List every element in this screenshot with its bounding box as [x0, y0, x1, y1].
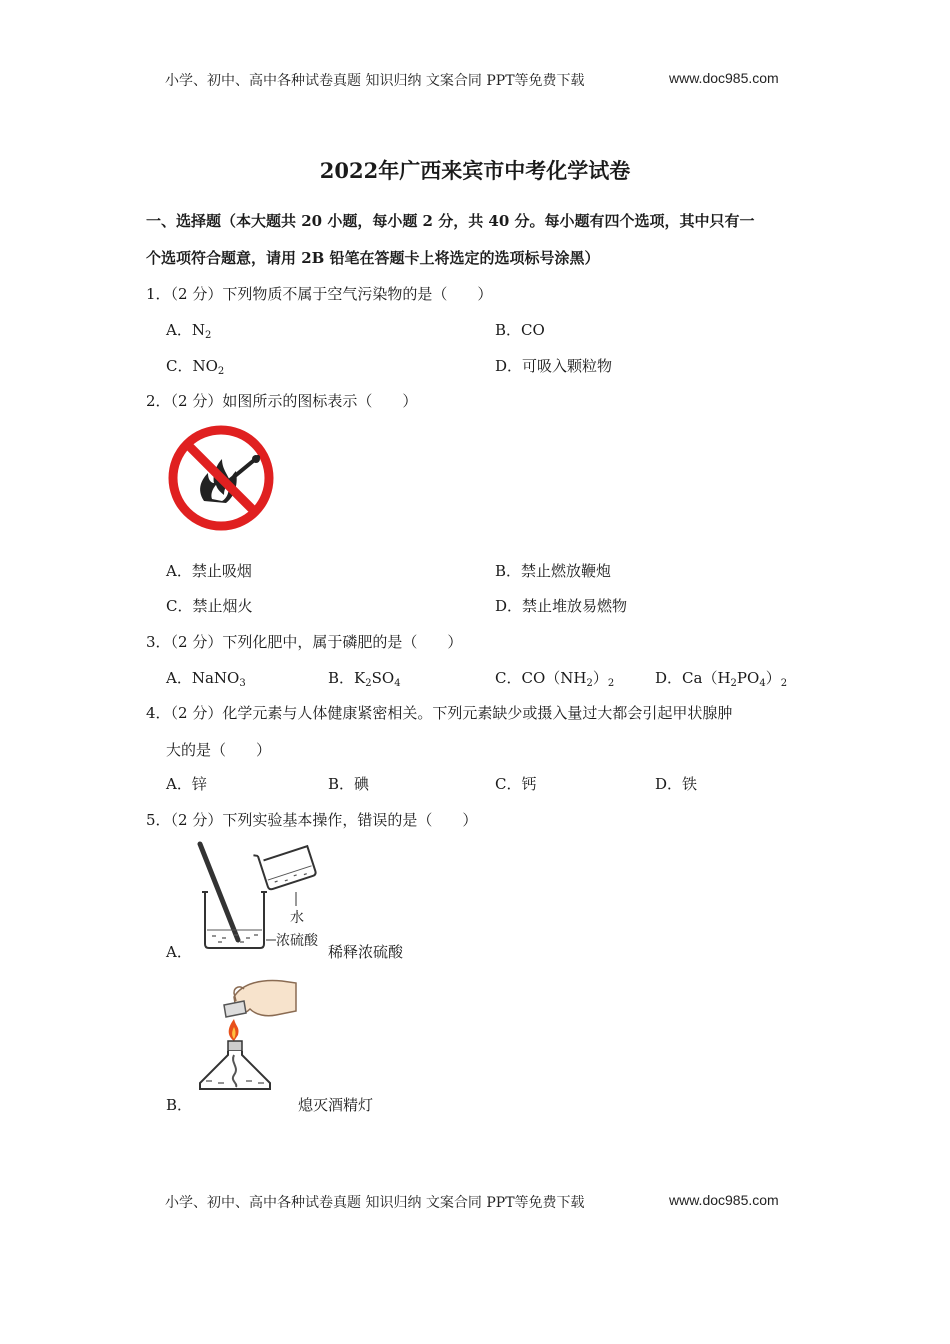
- page-title: 2022年广西来宾市中考化学试卷: [319, 158, 631, 183]
- header-text: 小学、初中、高中各种试卷真题 知识归纳 文案合同 PPT等免费下载: [165, 73, 585, 89]
- q3-b-formula-so: SO: [371, 669, 395, 687]
- q3-a-label: A．: [166, 669, 192, 687]
- q3-d-formula-po: PO: [736, 669, 760, 687]
- q1-option-a[interactable]: [166, 319, 211, 341]
- alcohol-lamp-figure: [190, 975, 300, 1100]
- footer-site: [669, 1192, 779, 1209]
- q2-option-d[interactable]: D．禁止堆放易燃物: [495, 597, 628, 615]
- q2-option-c[interactable]: C．禁止烟火: [166, 597, 253, 615]
- q5-stem: 5．（2 分）下列实验基本操作，错误的是（ ）: [146, 811, 478, 829]
- q4-option-c[interactable]: C．钙: [495, 775, 537, 793]
- q3-c-label: C．: [495, 669, 522, 687]
- dilute-acid-figure: [190, 840, 335, 955]
- q3-option-b[interactable]: [328, 667, 401, 689]
- q2-stem: 2．（2 分）如图所示的图标表示（ ）: [146, 392, 418, 410]
- q3-b-label: B．: [328, 669, 355, 687]
- q3-a-formula: NaNO: [191, 669, 240, 687]
- q3-d-subscript-1: 2: [730, 678, 737, 689]
- q1-stem: 1．（2 分）下列物质不属于空气污染物的是（ ）: [146, 285, 493, 303]
- q3-stem: 3．（2 分）下列化肥中，属于磷肥的是（ ）: [146, 633, 463, 651]
- q3-b-subscript-1: 2: [365, 678, 372, 689]
- q3-option-c[interactable]: [495, 667, 614, 689]
- q2-option-a[interactable]: A．禁止吸烟: [166, 562, 252, 580]
- acid-label: 浓硫酸: [276, 933, 318, 949]
- q4-stem-line1: 4．（2 分）化学元素与人体健康紧密相关。下列元素缺少或摄入量过大都会引起甲状腺肿: [146, 704, 733, 722]
- page-footer: [165, 1192, 585, 1212]
- q4-stem-line2: 大的是（ ）: [166, 741, 272, 759]
- q3-option-d[interactable]: [655, 667, 787, 689]
- no-fire-sign-icon: [166, 423, 276, 533]
- header-site: [669, 70, 779, 87]
- q2-option-b[interactable]: B．禁止燃放鞭炮: [495, 562, 612, 580]
- q3-b-formula-k: K: [354, 669, 366, 687]
- q3-b-subscript-2: 4: [394, 678, 401, 689]
- section-heading-line1: 一、选择题（本大题共 20 小题，每小题 2 分，共 40 分。每小题有四个选项，其中只有一: [146, 212, 755, 230]
- q1-a-subscript: 2: [204, 330, 212, 341]
- q4-option-a[interactable]: A．锌: [166, 775, 207, 793]
- q3-d-subscript-2: 4: [759, 678, 766, 689]
- q3-d-subscript-3: 2: [780, 678, 788, 689]
- q3-d-label: D．: [655, 669, 683, 687]
- footer-text: 小学、初中、高中各种试卷真题 知识归纳 文案合同 PPT等免费下载: [165, 1195, 585, 1211]
- q3-d-paren: ）: [765, 669, 781, 687]
- q3-c-subscript-1: 2: [586, 678, 593, 689]
- q3-d-formula: Ca（H: [682, 669, 731, 687]
- q5-option-a-label[interactable]: A．: [166, 943, 192, 961]
- q1-option-c[interactable]: [166, 355, 224, 377]
- header-site-link[interactable]: www.doc985.com: [669, 70, 779, 86]
- q1-c-subscript: 2: [217, 366, 225, 377]
- q3-c-subscript-2: 2: [607, 678, 615, 689]
- q3-c-formula: CO（NH: [521, 669, 587, 687]
- q5-option-b-caption: 熄灭酒精灯: [298, 1096, 374, 1114]
- section-heading-line2: 个选项符合题意，请用 2B 铅笔在答题卡上将选定的选项标号涂黑）: [146, 249, 600, 267]
- footer-site-link[interactable]: www.doc985.com: [669, 1192, 779, 1208]
- q1-a-label: A．: [166, 321, 192, 339]
- water-label: 水: [290, 910, 304, 926]
- q3-option-a[interactable]: [166, 667, 246, 689]
- page-header: [165, 70, 585, 90]
- q1-c-label: C．: [166, 357, 193, 375]
- q4-option-d[interactable]: D．铁: [655, 775, 698, 793]
- q5-option-a-caption: 稀释浓硫酸: [328, 943, 404, 961]
- q1-c-formula: NO: [192, 357, 218, 375]
- q1-option-d[interactable]: D．可吸入颗粒物: [495, 357, 613, 375]
- q3-c-paren: ）: [592, 669, 608, 687]
- q5-option-b-label[interactable]: B．: [166, 1096, 193, 1114]
- q1-a-formula: N: [191, 321, 205, 339]
- q3-a-subscript: 3: [239, 678, 246, 689]
- q1-option-b[interactable]: B．CO: [495, 321, 545, 339]
- q4-option-b[interactable]: B．碘: [328, 775, 370, 793]
